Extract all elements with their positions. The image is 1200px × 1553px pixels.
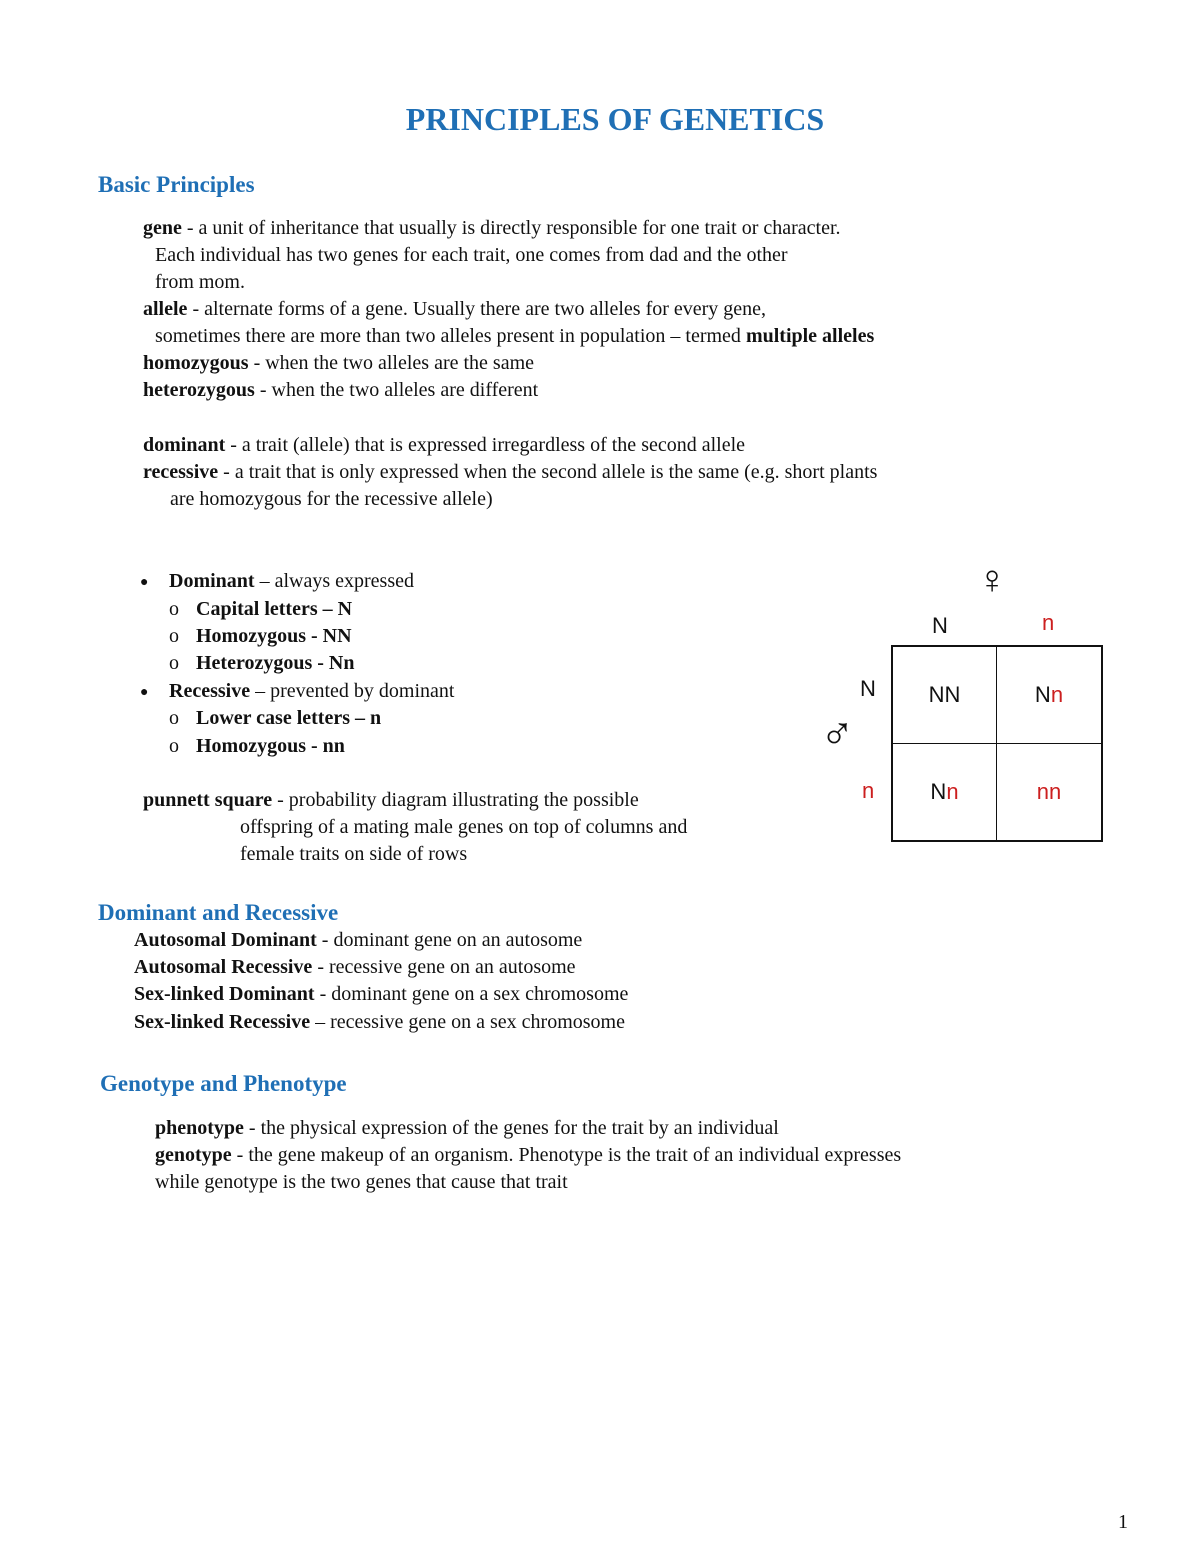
autosomal-dominant-term: Autosomal Dominant bbox=[134, 929, 317, 951]
recessive-def: - a trait that is only expressed when the second allele is the same (e.g. short plants bbox=[218, 461, 878, 483]
recessive-line2: are homozygous for the recessive allele) bbox=[170, 488, 493, 510]
dom-sub-capital bbox=[196, 599, 352, 619]
cell-NN-text: NN bbox=[928, 681, 961, 707]
rec-sub-homozygous bbox=[196, 736, 345, 756]
homozygous-term: homozygous bbox=[143, 352, 249, 374]
dom-sub-homozygous bbox=[196, 626, 352, 646]
homozygous-def: - when the two alleles are the same bbox=[248, 352, 535, 374]
sub-bullet-1: o bbox=[169, 598, 179, 620]
sub-bullet-4: o bbox=[169, 707, 179, 729]
autosomal-dominant bbox=[134, 930, 582, 950]
punnett-square-figure bbox=[812, 560, 1112, 860]
page-title: PRINCIPLES OF GENETICS bbox=[405, 101, 825, 137]
gene-line2: Each individual has two genes for each trait, one comes from dad and the other bbox=[155, 244, 788, 266]
heterozygous-def: - when the two alleles are different bbox=[254, 379, 539, 401]
heterozygous-term: heterozygous bbox=[143, 379, 255, 401]
allele-line2-text: sometimes there are more than two alleles present in population – termed bbox=[155, 325, 746, 347]
punnett-cell-nn bbox=[997, 744, 1101, 841]
genotype-def: - the gene makeup of an organism. Phenotype is the trait of an individual expresses bbox=[231, 1144, 902, 1166]
sexlinked-dominant bbox=[134, 984, 628, 1004]
punnett-grid bbox=[891, 645, 1103, 842]
recessive-bullet-text bbox=[169, 681, 454, 701]
dominant-bullet-text bbox=[169, 571, 414, 591]
rec-sub-homozygous-text: Homozygous - nn bbox=[196, 735, 345, 757]
gene-definition bbox=[143, 218, 841, 238]
dominant-bullet-label: Dominant bbox=[169, 570, 255, 592]
autosomal-recessive bbox=[134, 957, 576, 977]
rec-sub-lower-text: Lower case letters – n bbox=[196, 707, 382, 729]
genotype-phenotype-heading: Genotype and Phenotype bbox=[100, 1071, 347, 1096]
allele-definition bbox=[143, 299, 766, 319]
phenotype-term: phenotype bbox=[155, 1117, 244, 1139]
male-symbol-icon: ♂ bbox=[820, 707, 855, 759]
dominant-recessive-heading: Dominant and Recessive bbox=[98, 900, 339, 925]
row-label-dominant: N bbox=[860, 676, 876, 701]
bullet-dominant: ● bbox=[140, 575, 149, 590]
row-label-recessive: n bbox=[862, 778, 875, 803]
punnett-def: - probability diagram illustrating the possible bbox=[272, 789, 639, 811]
dominant-def: - a trait (allele) that is expressed irregardless of the second allele bbox=[225, 434, 746, 456]
heterozygous-definition bbox=[143, 380, 538, 400]
sub-bullet-5: o bbox=[169, 735, 179, 757]
dominant-term: dominant bbox=[143, 434, 226, 456]
genotype-line2: while genotype is the two genes that cause that trait bbox=[155, 1171, 568, 1193]
dom-sub-homozygous-text: Homozygous - NN bbox=[196, 625, 352, 647]
sexlinked-dominant-def: - dominant gene on a sex chromosome bbox=[314, 983, 629, 1005]
recessive-bullet-label: Recessive bbox=[169, 680, 251, 702]
allele-term: allele bbox=[143, 298, 188, 320]
autosomal-recessive-term: Autosomal Recessive bbox=[134, 956, 313, 978]
dominant-definition bbox=[143, 435, 745, 455]
gene-def: - a unit of inheritance that usually is directly responsible for one trait or character. bbox=[181, 217, 841, 239]
punnett-definition bbox=[143, 790, 639, 810]
dominant-bullet-desc: – always expressed bbox=[254, 570, 414, 592]
dom-sub-heterozygous-text: Heterozygous - Nn bbox=[196, 652, 355, 674]
recessive-term: recessive bbox=[143, 461, 219, 483]
recessive-bullet-desc: – prevented by dominant bbox=[250, 680, 455, 702]
recessive-definition bbox=[143, 462, 877, 482]
autosomal-recessive-def: - recessive gene on an autosome bbox=[312, 956, 576, 978]
punnett-line3: female traits on side of rows bbox=[240, 843, 468, 865]
punnett-line2: offspring of a mating male genes on top of columns and bbox=[240, 816, 688, 838]
sexlinked-recessive-def: – recessive gene on a sex chromosome bbox=[310, 1011, 625, 1033]
sexlinked-dominant-term: Sex-linked Dominant bbox=[134, 983, 315, 1005]
phenotype-definition bbox=[155, 1118, 779, 1138]
genotype-term: genotype bbox=[155, 1144, 232, 1166]
basic-principles-heading: Basic Principles bbox=[98, 172, 255, 197]
multiple-alleles-term: multiple alleles bbox=[745, 325, 875, 347]
allele-line2 bbox=[155, 326, 874, 346]
gene-term: gene bbox=[143, 217, 182, 239]
female-symbol-icon: ♀ bbox=[977, 558, 1007, 602]
dom-sub-heterozygous bbox=[196, 653, 355, 673]
cell-Nn-bottom-dom: N bbox=[930, 778, 947, 804]
homozygous-definition bbox=[143, 353, 534, 373]
cell-Nn-top-dom: N bbox=[1034, 681, 1051, 707]
col-label-dominant: N bbox=[932, 613, 948, 638]
dom-sub-capital-text: Capital letters – N bbox=[196, 598, 353, 620]
allele-def: - alternate forms of a gene. Usually there are two alleles for every gene, bbox=[187, 298, 767, 320]
cell-nn-text: nn bbox=[1036, 778, 1062, 804]
genotype-definition bbox=[155, 1145, 901, 1165]
page-number: 1 bbox=[1118, 1511, 1128, 1533]
sexlinked-recessive-term: Sex-linked Recessive bbox=[134, 1011, 311, 1033]
punnett-cell-Nn-top bbox=[997, 647, 1101, 744]
punnett-term: punnett square bbox=[143, 789, 273, 811]
sexlinked-recessive bbox=[134, 1012, 625, 1032]
punnett-cell-NN bbox=[893, 647, 997, 744]
sub-bullet-3: o bbox=[169, 652, 179, 674]
phenotype-def: - the physical expression of the genes for the trait by an individual bbox=[243, 1117, 779, 1139]
gene-line3: from mom. bbox=[155, 271, 245, 293]
sub-bullet-2: o bbox=[169, 625, 179, 647]
col-label-recessive: n bbox=[1042, 610, 1055, 635]
autosomal-dominant-def: - dominant gene on an autosome bbox=[316, 929, 583, 951]
punnett-cell-Nn-bottom bbox=[893, 744, 997, 841]
rec-sub-lower bbox=[196, 708, 381, 728]
bullet-recessive: ● bbox=[140, 685, 149, 700]
cell-Nn-bottom-rec: n bbox=[946, 778, 959, 804]
cell-Nn-top-rec: n bbox=[1050, 681, 1064, 707]
